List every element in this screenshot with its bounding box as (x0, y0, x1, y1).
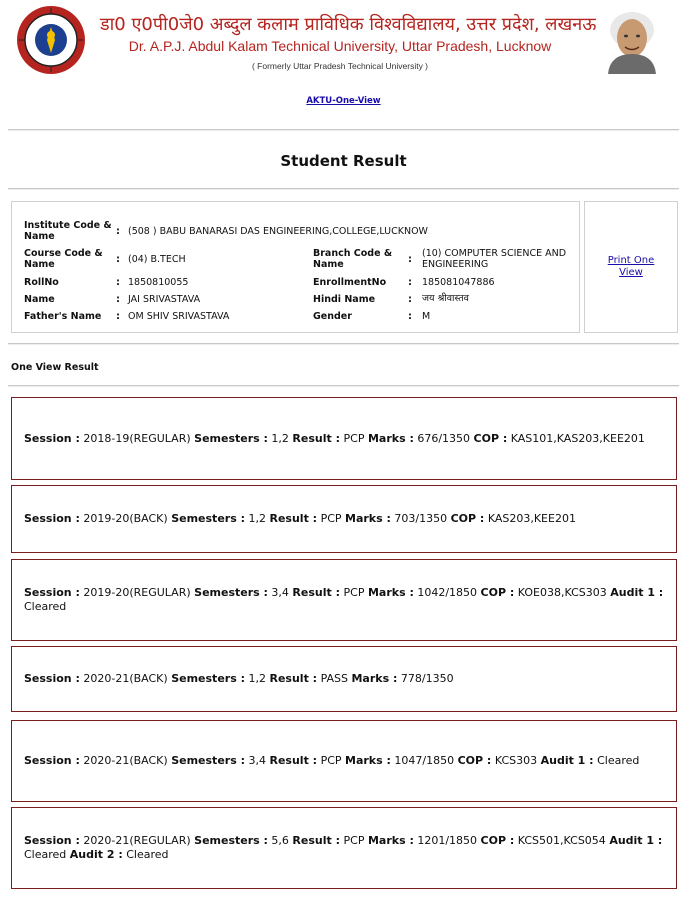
marks-value: 1047/1850 (394, 754, 455, 767)
session-label: Session : (24, 834, 80, 847)
semesters-label: Semesters : (171, 672, 245, 685)
gender-label: Gender (313, 311, 352, 322)
marks-value: 1201/1850 (417, 834, 478, 847)
institute-label: Institute Code & Name (24, 220, 112, 242)
colon: : (116, 254, 120, 265)
colon: : (116, 226, 120, 237)
aktu-one-view-link[interactable]: AKTU-One-View (306, 96, 381, 106)
session-label: Session : (24, 672, 80, 685)
session-result-text (24, 432, 645, 446)
cop-label: COP : (450, 512, 485, 525)
session-value: 2020-21(REGULAR) (83, 834, 191, 847)
rollno-label: RollNo (24, 277, 59, 288)
cop-label: COP : (473, 431, 508, 445)
result-label: Result : (292, 834, 340, 847)
father-name-label: Father's Name (24, 311, 102, 322)
cop-label: COP : (480, 586, 515, 599)
session-result-text (24, 512, 576, 526)
university-name-english: Dr. A.P.J. Abdul Kalam Technical University, Uttar Pradesh, Lucknow (128, 38, 552, 54)
audit1-value: Cleared (597, 754, 640, 767)
semesters-value: 1,2 (271, 431, 289, 445)
session-label: Session : (24, 754, 80, 767)
audit2-label: Audit 2 : (69, 848, 123, 861)
result-label: Result : (269, 672, 318, 685)
session-result-card (11, 559, 677, 641)
audit1-label: Audit 1 : (540, 754, 594, 767)
audit1-label: Audit 1 : (609, 834, 663, 847)
colon: : (116, 294, 120, 305)
result-value: PCP (343, 586, 365, 599)
result-label: Result : (269, 754, 318, 767)
university-logo-icon (16, 5, 86, 75)
cop-value: KCS501,KCS054 (517, 834, 606, 847)
colon: : (408, 294, 412, 305)
session-result-card (11, 485, 677, 553)
marks-value: 703/1350 (394, 512, 448, 525)
marks-value: 778/1350 (400, 672, 454, 685)
semesters-label: Semesters : (194, 431, 268, 445)
hindi-name-value: जय श्रीवास्तव (422, 293, 469, 304)
course-label: Course Code & Name (24, 248, 103, 270)
institute-value: (508 ) BABU BANARASI DAS ENGINEERING,COLLEGE,LUCKNOW (128, 226, 428, 237)
result-value: PASS (320, 672, 348, 685)
result-label: Result : (292, 586, 340, 599)
result-value: PCP (343, 431, 365, 445)
divider (8, 343, 679, 345)
print-panel (584, 201, 678, 333)
name-value: JAI SRIVASTAVA (128, 294, 201, 305)
session-result-card (11, 807, 677, 889)
semesters-label: Semesters : (171, 754, 245, 767)
session-result-text (24, 754, 639, 768)
page-header (0, 0, 687, 106)
semesters-label: Semesters : (194, 586, 268, 599)
cop-value: KOE038,KCS303 (517, 586, 607, 599)
marks-label: Marks : (367, 431, 414, 445)
audit1-label: Audit 1 : (610, 586, 664, 599)
semesters-value: 1,2 (248, 512, 266, 525)
marks-label: Marks : (345, 754, 391, 767)
student-info-panel (11, 201, 580, 333)
course-value: (04) B.TECH (128, 254, 186, 265)
session-label: Session : (24, 512, 80, 525)
audit2-value: Cleared (126, 848, 169, 861)
colon: : (408, 311, 412, 322)
semesters-value: 3,4 (271, 586, 289, 599)
session-label: Session : (24, 431, 80, 445)
enrollment-value: 185081047886 (422, 277, 495, 288)
formerly-note: ( Formerly Uttar Pradesh Technical University ) (251, 61, 429, 71)
session-result-card (11, 720, 677, 802)
page-title: Student Result (280, 152, 407, 170)
session-result-card (11, 397, 677, 480)
hindi-name-label: Hindi Name (313, 294, 376, 305)
name-label: Name (24, 294, 55, 305)
result-value: PCP (343, 834, 365, 847)
session-value: 2019-20(BACK) (83, 512, 168, 525)
session-result-card (11, 646, 677, 712)
session-value: 2018-19(REGULAR) (83, 431, 191, 445)
session-value: 2019-20(REGULAR) (83, 586, 191, 599)
divider (8, 129, 679, 131)
divider (8, 188, 679, 190)
semesters-value: 5,6 (271, 834, 289, 847)
cop-value: KCS303 (494, 754, 538, 767)
semesters-value: 1,2 (248, 672, 266, 685)
colon: : (408, 277, 412, 288)
result-value: PCP (320, 512, 342, 525)
gender-value: M (422, 311, 431, 322)
result-label: Result : (269, 512, 318, 525)
print-one-view-link[interactable]: Print One View (607, 255, 655, 278)
session-result-text (24, 834, 664, 862)
branch-value: (10) COMPUTER SCIENCE AND ENGINEERING (422, 248, 567, 270)
enrollment-label: EnrollmentNo (313, 277, 387, 288)
session-label: Session : (24, 586, 80, 599)
audit1-value: Cleared (24, 600, 67, 613)
divider (8, 385, 679, 387)
session-result-text (24, 586, 664, 614)
colon: : (116, 311, 120, 322)
branch-label: Branch Code & Name (313, 248, 393, 270)
father-name-value: OM SHIV SRIVASTAVA (128, 311, 230, 322)
result-value: PCP (320, 754, 342, 767)
cop-value: KAS101,KAS203,KEE201 (510, 431, 645, 445)
cop-label: COP : (457, 754, 492, 767)
one-view-heading: One View Result (11, 362, 99, 373)
audit1-value: Cleared (24, 848, 67, 861)
university-name-hindi: डा0 ए0पी0जे0 अब्दुल कलाम प्राविधिक विश्वविद्यालय, उत्तर प्रदेश, लखनऊ (100, 14, 597, 35)
semesters-value: 3,4 (248, 754, 266, 767)
marks-value: 676/1350 (417, 431, 471, 445)
cop-label: COP : (480, 834, 515, 847)
session-value: 2020-21(BACK) (83, 672, 168, 685)
marks-label: Marks : (367, 834, 414, 847)
colon: : (116, 277, 120, 288)
marks-label: Marks : (345, 512, 391, 525)
marks-value: 1042/1850 (417, 586, 478, 599)
marks-label: Marks : (351, 672, 398, 685)
session-result-text (24, 672, 454, 686)
cop-value: KAS203,KEE201 (487, 512, 576, 525)
marks-label: Marks : (367, 586, 414, 599)
colon: : (408, 254, 412, 265)
semesters-label: Semesters : (194, 834, 268, 847)
session-value: 2020-21(BACK) (83, 754, 168, 767)
semesters-label: Semesters : (171, 512, 245, 525)
rollno-value: 1850810055 (128, 277, 189, 288)
result-label: Result : (292, 431, 340, 445)
portrait-photo-icon (596, 2, 668, 74)
